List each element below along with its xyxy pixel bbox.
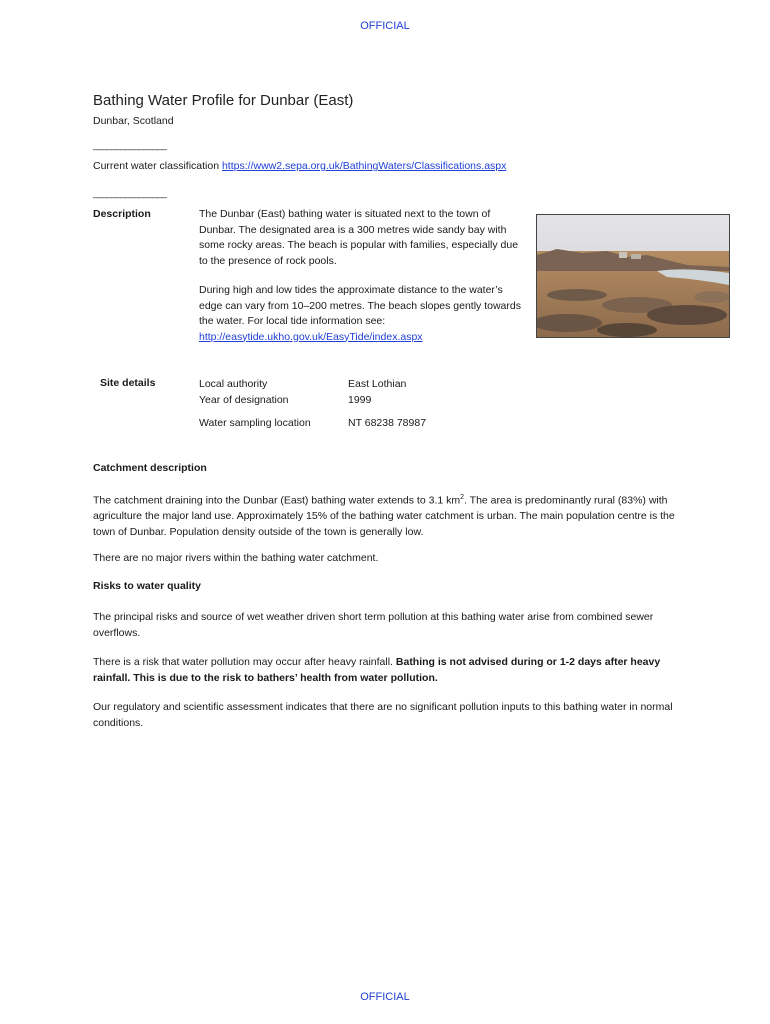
bathing-advice: Bathing is not advised during or 1-2 days after heavy rainfall. This is due to the risk to bathers’ health from water pollution. xyxy=(93,656,661,684)
catchment-paragraph-1: The catchment draining into the Dunbar (East) bathing water extends to 3.1 $km^2$. The area is predominantly rural (83%) with agriculture the major land use. Approximately 15% of the bathing water catchment is urban. The main population centre is the town of Dunbar. Population density outside of the town is generally low. xyxy=(93,494,675,538)
site-detail-key: Local authority xyxy=(199,378,268,390)
site-details-label: Site details xyxy=(100,377,156,389)
catchment-paragraph-2: There are no major rivers within the bathing water catchment. xyxy=(93,552,379,564)
tide-link[interactable]: http://easytide.ukho.gov.uk/EasyTide/index.aspx xyxy=(199,330,423,343)
risks-paragraph-2: There is a risk that water pollution may occur after heavy rainfall. Bathing is not advised during or 1-2 days after heavy rainfall. This is due to the risk to bathers’ health from water pollution. xyxy=(93,656,661,684)
risks-paragraph-3: Our regulatory and scientific assessment indicates that there are no significant pollution inputs to this bathing water in normal conditions. xyxy=(93,701,673,729)
classification-label: Current water classification xyxy=(93,160,220,172)
location-subtitle: Dunbar, Scotland xyxy=(93,115,174,127)
risks-paragraph-1: The principal risks and source of wet weather driven short term pollution at this bathing water arise from combined sewer overflows. xyxy=(93,611,654,639)
site-detail-key: Water sampling location xyxy=(199,417,311,429)
site-detail-value: East Lothian xyxy=(348,378,407,390)
separator-rule: ________________ xyxy=(93,140,166,151)
catchment-heading: Catchment description xyxy=(93,462,207,474)
risks-heading: Risks to water quality xyxy=(93,580,201,592)
site-detail-value: 1999 xyxy=(348,394,372,406)
site-detail-key: Year of designation xyxy=(199,394,289,406)
beach-photo xyxy=(536,214,730,338)
separator-rule: ________________ xyxy=(93,188,166,199)
classification-line xyxy=(93,160,506,172)
tide-text: During high and low tides the approximate distance to the water’s edge can vary from 10–200 metres. The beach slopes gently towards the water. For local tide information see: xyxy=(199,284,521,327)
official-marking-top: OFFICIAL xyxy=(360,20,410,32)
description-label: Description xyxy=(93,208,151,220)
page-title: Bathing Water Profile for Dunbar (East) xyxy=(93,92,354,109)
description-paragraph-1: The Dunbar (East) bathing water is situated next to the town of Dunbar. The designated area is a 300 metres wide sandy bay with some rocky areas. The beach is popular with families, especially due to the presence of rock pools. xyxy=(199,208,519,267)
description-paragraph-2 xyxy=(199,283,527,345)
site-detail-value: NT 68238 78987 xyxy=(348,417,427,429)
classification-link[interactable]: https://www2.sepa.org.uk/BathingWaters/Classifications.aspx xyxy=(221,160,507,172)
official-marking-bottom: OFFICIAL xyxy=(360,991,410,1003)
